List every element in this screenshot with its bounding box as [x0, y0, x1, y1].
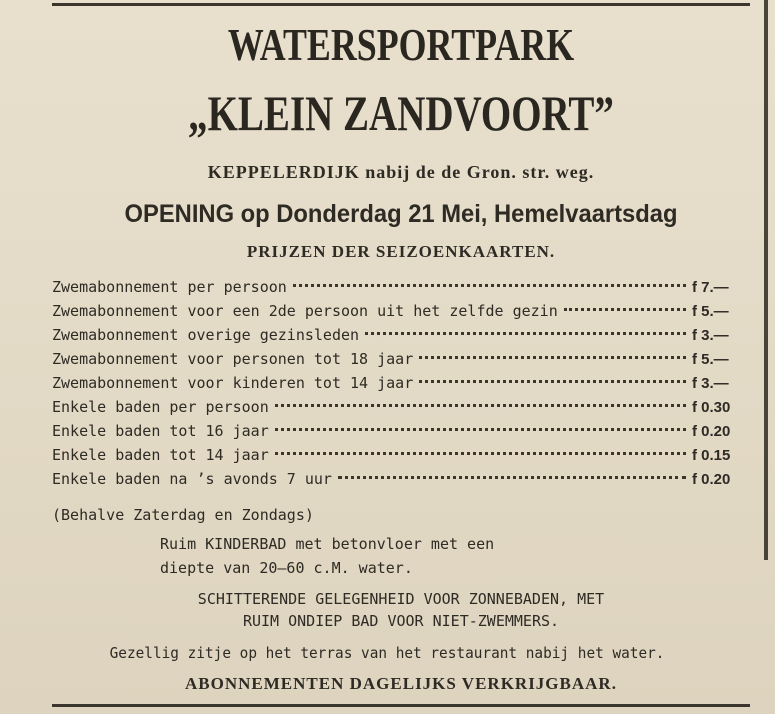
leader-dots	[419, 355, 686, 359]
price-label: Zwemabonnement overige gezinsleden	[52, 326, 360, 344]
leader-dots	[419, 379, 686, 383]
price-row	[52, 302, 750, 326]
leader-dots	[275, 451, 686, 455]
price-value: f 0.20	[692, 471, 731, 488]
sunbathing-text	[52, 588, 750, 632]
bottom-border-rule	[52, 704, 750, 707]
price-label: Zwemabonnement per persoon	[52, 278, 287, 296]
prices-heading: PRIJZEN DER SEIZOENKAARTEN.	[246, 242, 556, 261]
price-row	[52, 446, 750, 470]
price-row	[52, 470, 750, 494]
sunbathing-line1: SCHITTERENDE GELEGENHEID VOOR ZONNEBADEN, MET	[197, 590, 605, 608]
ad-title-line1: WATERSPORTPARK	[227, 19, 575, 70]
price-label: Zwemabonnement voor personen tot 18 jaar	[52, 350, 414, 368]
price-value: f 0.20	[692, 423, 731, 440]
price-row	[52, 350, 750, 374]
price-row	[52, 398, 750, 422]
leader-dots	[275, 427, 686, 431]
price-row	[52, 374, 750, 398]
leader-dots	[338, 475, 686, 479]
price-value: f 0.30	[692, 399, 731, 416]
sunbathing-line2: RUIM ONDIEP BAD VOOR NIET-ZWEMMERS.	[242, 612, 560, 630]
price-label: Enkele baden tot 14 jaar	[52, 446, 269, 464]
ad-title-line2: „KLEIN ZANDVOORT”	[188, 85, 614, 141]
price-value: f 5.—	[692, 303, 729, 320]
column-edge-rule	[764, 0, 768, 560]
price-value: f 7.—	[692, 279, 729, 296]
price-row	[52, 326, 750, 350]
price-row	[52, 278, 750, 302]
price-value: f 3.—	[692, 327, 729, 344]
leader-dots	[293, 283, 686, 287]
ad-location: KEPPELERDIJK nabij de de Gron. str. weg.	[207, 162, 595, 182]
price-label: Zwemabonnement voor een 2de persoon uit het zelfde gezin	[52, 302, 558, 320]
leader-dots	[564, 307, 686, 311]
kinderbad-line2: diepte van 20—60 c.M. water.	[160, 559, 413, 577]
subscriptions-available: ABONNEMENTEN DAGELIJKS VERKRIJGBAAR.	[185, 674, 617, 693]
ad-opening-announcement: OPENING op Donderdag 21 Mei, Hemelvaartsdag	[124, 200, 678, 228]
price-label: Zwemabonnement voor kinderen tot 14 jaar	[52, 374, 414, 392]
price-value: f 5.—	[692, 351, 729, 368]
price-row	[52, 422, 750, 446]
weekend-note: (Behalve Zaterdag en Zondags)	[52, 506, 314, 524]
price-list	[52, 278, 750, 494]
leader-dots	[365, 331, 686, 335]
price-value: f 3.—	[692, 375, 729, 392]
terrace-text: Gezellig zitje op het terras van het restaurant nabij het water.	[109, 644, 665, 662]
leader-dots	[275, 403, 686, 407]
top-border-rule	[52, 3, 750, 6]
kinderbad-text	[160, 532, 680, 580]
price-value: f 0.15	[692, 447, 731, 464]
price-label: Enkele baden na ’s avonds 7 uur	[52, 470, 332, 488]
kinderbad-line1: Ruim KINDERBAD met betonvloer met een	[160, 535, 495, 553]
price-label: Enkele baden tot 16 jaar	[52, 422, 269, 440]
price-label: Enkele baden per persoon	[52, 398, 269, 416]
